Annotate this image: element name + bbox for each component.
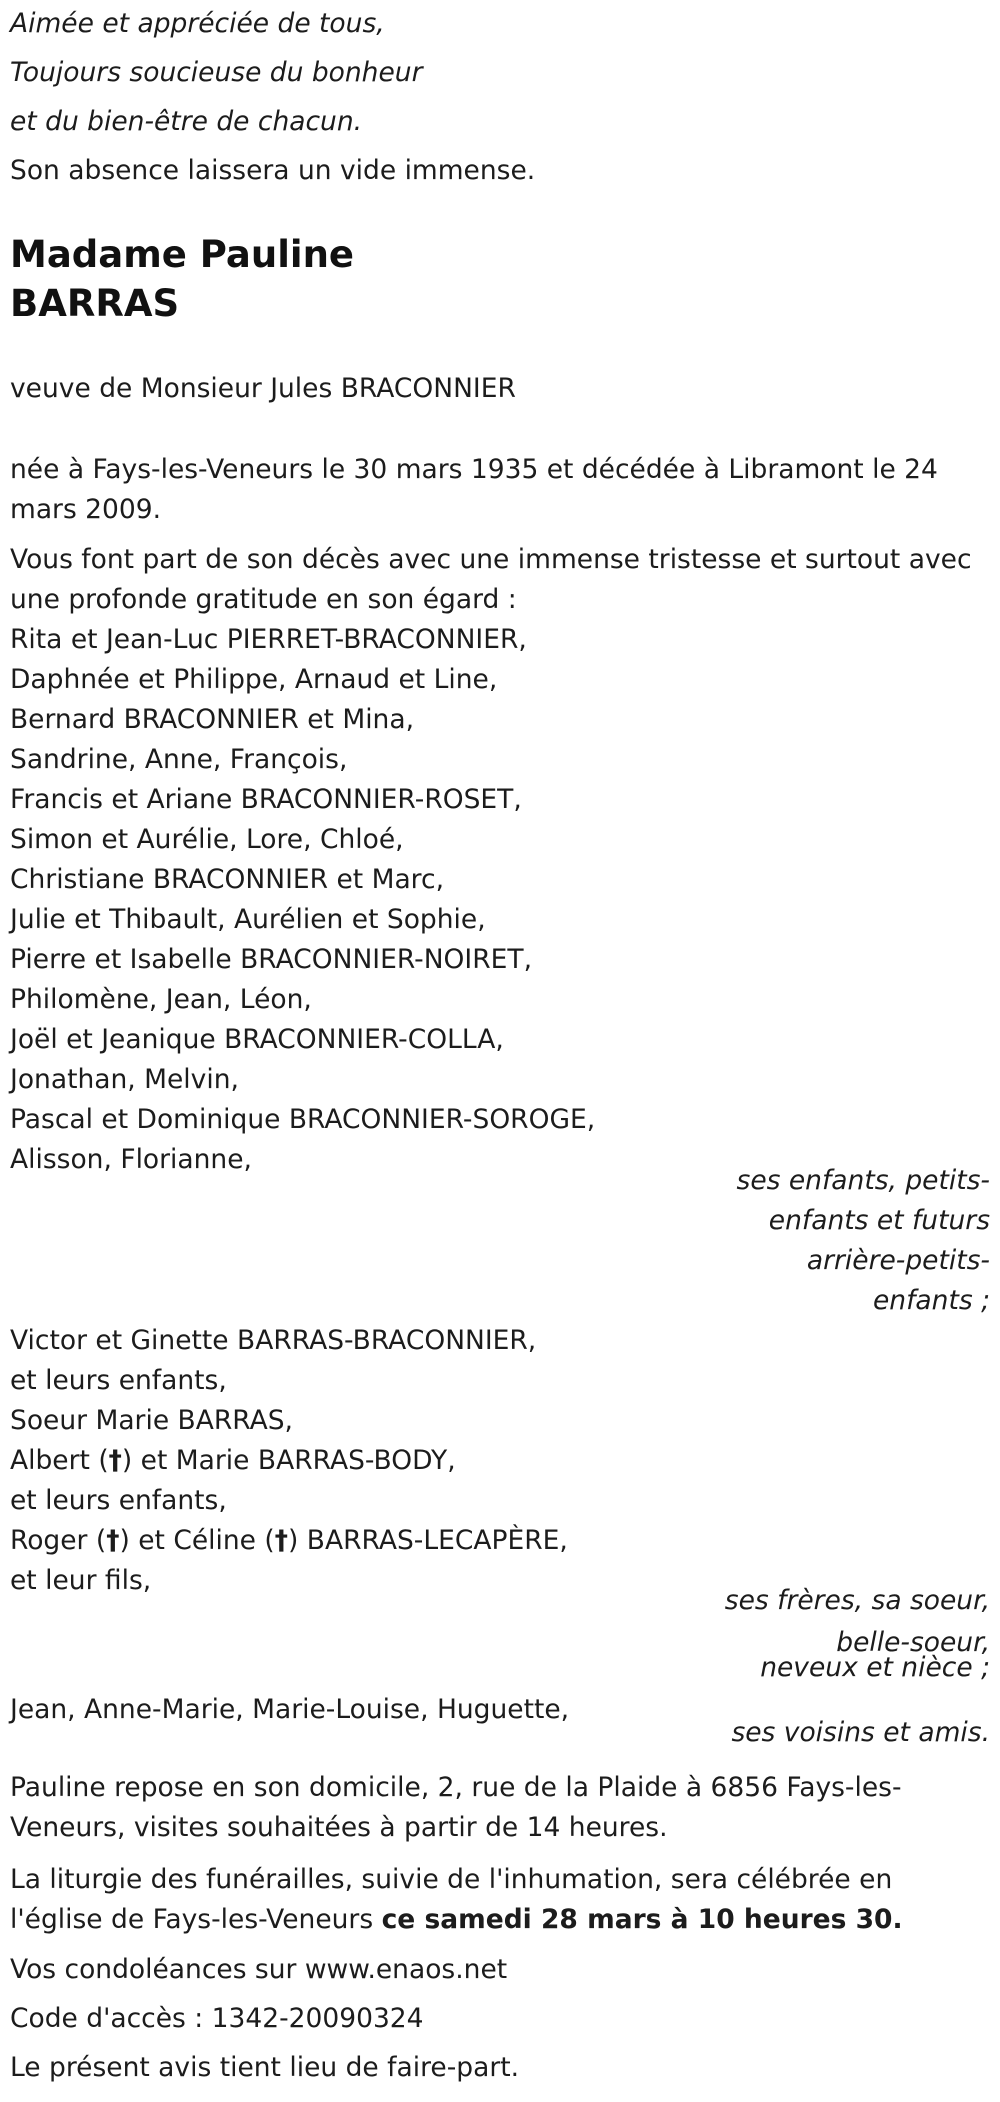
children-line: Pascal et Dominique BRACONNIER-SOROGE, [10,1104,596,1135]
children-caption-2: enfants et futurs [768,1205,990,1236]
children-line: Rita et Jean-Luc PIERRET-BRACONNIER, [10,624,527,655]
siblings-caption-1: ses frères, sa soeur, [724,1585,990,1616]
siblings-caption-3: neveux et nièce ; [760,1652,990,1683]
poem-line-3: et du bien-être de chacun. [10,106,363,137]
neighbors-line: Jean, Anne-Marie, Marie-Louise, Huguette, [10,1694,570,1725]
children-line: Daphnée et Philippe, Arnaud et Line, [10,664,498,695]
children-line: Sandrine, Anne, François, [10,744,348,775]
children-line: Julie et Thibault, Aurélien et Sophie, [10,904,486,935]
siblings-text: ) BARRAS-LECAPÈRE, [288,1525,568,1556]
neighbors-caption: ses voisins et amis. [731,1717,990,1748]
poem-line-2: Toujours soucieuse du bonheur [10,57,423,88]
cross-icon: † [108,1445,122,1476]
children-caption-4: enfants ; [872,1285,990,1316]
deceased-first-name: Madame Pauline [10,233,355,276]
cross-icon: † [106,1525,120,1556]
children-caption-1: ses enfants, petits- [736,1165,990,1196]
siblings-text: ) et Céline ( [119,1525,275,1556]
condolences-line: Vos condoléances sur www.enaos.net [10,1954,508,1985]
siblings-line: et leurs enfants, [10,1365,227,1396]
children-line: Jonathan, Melvin, [10,1064,239,1095]
rest-info: Pauline repose en son domicile, 2, rue de la Plaide à 6856 Fays-les-Veneurs, visites souhaitées à partir de 14 heures. [10,1772,902,1843]
cross-icon: † [274,1525,288,1556]
children-line: Alisson, Florianne, [10,1144,252,1175]
children-caption-3: arrière-petits- [806,1245,990,1276]
children-line: Pierre et Isabelle BRACONNIER-NOIRET, [10,944,533,975]
access-code-line: Code d'accès : 1342-20090324 [10,2003,424,2034]
poem-line-1: Aimée et appréciée de tous, [10,8,385,39]
siblings-line: Soeur Marie BARRAS, [10,1405,293,1436]
footer-note: Le présent avis tient lieu de faire-part. [10,2052,520,2083]
children-line: Bernard BRACONNIER et Mina, [10,704,415,735]
children-list [10,620,595,1180]
siblings-text: Roger ( [10,1525,107,1556]
liturgy-info [10,1860,990,1940]
spouse-line: veuve de Monsieur Jules BRACONNIER [10,373,516,404]
siblings-line-roger [10,1521,568,1561]
deceased-last-name: BARRAS [10,282,180,325]
children-line: Joël et Jeanique BRACONNIER-COLLA, [10,1024,504,1055]
poem-closing: Son absence laissera un vide immense. [10,155,536,186]
siblings-line: et leurs enfants, [10,1485,227,1516]
children-line: Francis et Ariane BRACONNIER-ROSET, [10,784,522,815]
liturgy-text: La liturgie des funérailles, suivie de l'inhumation, sera célébrée en l'église de Fays-les-Veneurs [10,1864,893,1935]
liturgy-datetime: ce samedi 28 mars à 10 heures 30. [381,1904,903,1935]
siblings-caption-2: belle-soeur, [836,1627,990,1658]
siblings-line: Victor et Ginette BARRAS-BRACONNIER, [10,1325,537,1356]
siblings-line: et leur fils, [10,1565,152,1596]
siblings-line-albert [10,1441,568,1481]
siblings-text: Albert ( [10,1445,109,1476]
siblings-text: ) et Marie BARRAS-BODY, [121,1445,456,1476]
birth-death-line: née à Fays-les-Veneurs le 30 mars 1935 et décédée à Libramont le 24 mars 2009. [10,454,938,525]
children-line: Christiane BRACONNIER et Marc, [10,864,444,895]
siblings-list [10,1321,568,1601]
children-line: Simon et Aurélie, Lore, Chloé, [10,824,404,855]
announcement: Vous font part de son décès avec une immense tristesse et surtout avec une profonde gratitude en son égard : [10,544,972,615]
children-line: Philomène, Jean, Léon, [10,984,312,1015]
